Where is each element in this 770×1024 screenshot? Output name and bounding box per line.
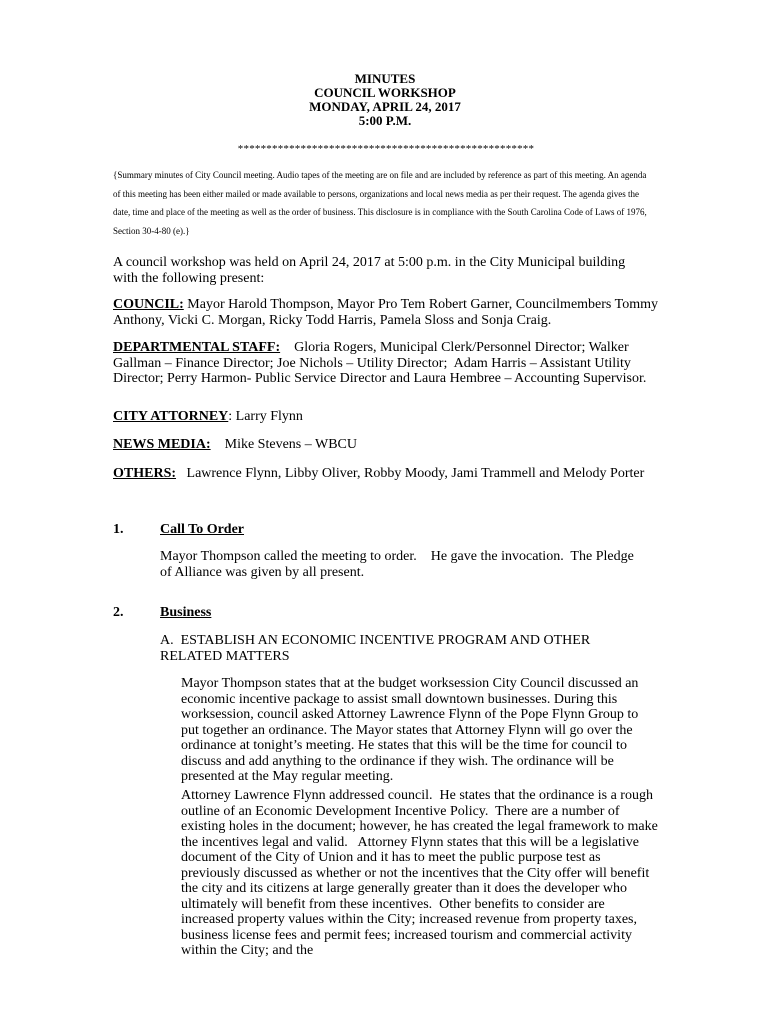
others-attendance: [113, 466, 658, 482]
media-text: Mike Stevens – WBCU: [210, 437, 357, 452]
others-label: OTHERS:: [113, 466, 177, 481]
council-attendance: [113, 297, 658, 328]
staff-label: DEPARTMENTAL STAFF:: [113, 340, 281, 355]
staff-attendance: [113, 340, 658, 387]
section-2-heading: Business: [160, 605, 212, 620]
section-1-number: 1.: [113, 522, 124, 537]
media-label: NEWS MEDIA:: [113, 437, 211, 452]
header-meeting-type: COUNCIL WORKSHOP: [314, 85, 456, 100]
council-text: Mayor Harold Thompson, Mayor Pro Tem Robert Garner, Councilmembers Tommy Anthony, Vicki C. Morgan, Ricky Todd Harris, Pamela Sloss and Sonja Craig.: [113, 297, 658, 328]
header-time: 5:00 P.M.: [358, 113, 412, 128]
council-label: COUNCIL:: [113, 297, 184, 312]
attorney-text: : Larry Flynn: [228, 409, 303, 424]
section-1-text: Mayor Thompson called the meeting to order. He gave the invocation. The Pledge of Alliance was given by all present.: [160, 549, 638, 580]
document-header: [0, 72, 770, 128]
others-text: Lawrence Flynn, Libby Oliver, Robby Moody, Jami Trammell and Melody Porter: [176, 466, 645, 481]
separator-line: ****************************************************: [237, 143, 535, 155]
intro-paragraph: A council workshop was held on April 24, 2017 at 5:00 p.m. in the City Municipal building with the following present:: [113, 255, 626, 286]
media-attendance: [113, 437, 658, 453]
attorney-label: CITY ATTORNEY: [113, 409, 229, 424]
section-2-subheading: A. ESTABLISH AN ECONOMIC INCENTIVE PROGRAM AND OTHER RELATED MATTERS: [160, 633, 594, 664]
staff-text: Gloria Rogers, Municipal Clerk/Personnel Director; Walker Gallman – Finance Director; Joe Nichols – Utility Director; Adam Harris – Assistant Utility Director; Perry Harmon- Public Service Director and Laura Hembree – Accounting Supervisor.: [113, 340, 647, 386]
section-1-heading: Call To Order: [160, 522, 245, 537]
header-title: MINUTES: [354, 71, 416, 86]
section-2-number: 2.: [113, 605, 124, 620]
header-date: MONDAY, APRIL 24, 2017: [309, 99, 461, 114]
summary-note: {Summary minutes of City Council meeting. Audio tapes of the meeting are on file and are included by reference as part of this meeting. An agenda of this meeting has been either mailed or made available to persons, organizations and local news media as per their request. The agenda gives the date, time and place of the meeting as well as the order of business. This disclosure is in compliance with the South Carolina Code of Laws of 1976, Section 30-4-80 (e).}: [113, 170, 647, 236]
section-2-paragraph-2: Attorney Lawrence Flynn addressed council. He states that the ordinance is a rough outline of an Economic Development Incentive Policy. There are a number of existing holes in the document; however, he has created the legal framework to make the incentives legal and valid. Attorney Flynn states that this will be a legislative document of the City of Union and it has to meet the public purpose test as previously discussed as whether or not the incentives that the City offer will benefit the city and its citizens at large generally greater than it does the developer who ultimately will benefit from these incentives. Other benefits to consider are increased property values within the City; increased revenue from property taxes, business license fees and permit fees; increased tourism and commercial activity within the City; and the: [181, 788, 662, 958]
section-2-paragraph-1: Mayor Thompson states that at the budget worksession City Council discussed an economic incentive package to assist small downtown businesses. During this worksession, council asked Attorney Lawrence Flynn of the Pope Flynn Group to put together an ordinance. The Mayor states that Attorney Flynn will go over the ordinance at tonight’s meeting. He states that this will be the time for council to discuss and add anything to the ordinance if they wish. The ordinance will be presented at the May regular meeting.: [181, 676, 639, 784]
attorney-attendance: [113, 409, 658, 425]
